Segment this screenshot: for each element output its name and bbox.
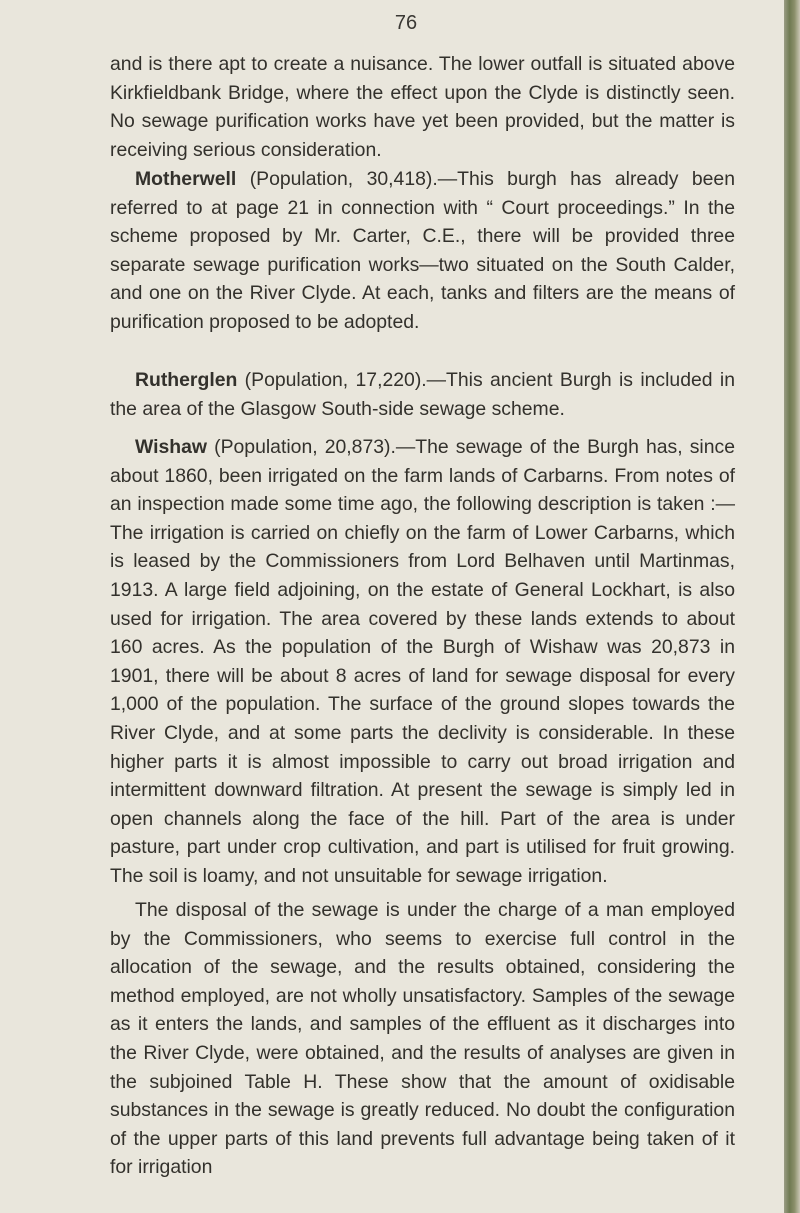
paragraph-kirkfieldbank [110, 50, 735, 164]
paragraph-rutherglen [110, 366, 735, 423]
paragraph-wishaw [110, 433, 735, 891]
paragraph-text: The disposal of the sewage is under the charge of a man employed by the Commissioners, who seems to exercise full control in the allocation of the sewage, and the results obtained, considering the method employed, are not wholly unsatisfactory. Samples of the sewage as it enters the lands, and samples of the effluent as it discharges into the River Clyde, were obtained, and the results of analyses are given in the subjoined Table H. These show that the amount of oxidisable substances in the sewage is greatly reduced. No doubt the configuration of the upper parts of this land prevents full advantage being taken of it for irrigation [110, 899, 735, 1179]
paragraph-text: (Population, 30,418).—This burgh has already been referred to at page 21 in connection with “ Court proceedings.” In the scheme proposed by Mr. Carter, C.E., there will be provided three separate sewage purification works—two situated on the South Calder, and one on the River Clyde. At each, tanks and filters are the means of purification proposed to be adopted. [110, 168, 735, 333]
page-number: 76 [394, 12, 418, 34]
section-heading-motherwell: Motherwell [135, 168, 237, 190]
paragraph-wishaw-disposal [110, 896, 735, 1182]
paragraph-motherwell [110, 165, 735, 337]
section-heading-wishaw: Wishaw [135, 436, 208, 458]
paragraph-text: and is there apt to create a nuisance. The lower outfall is situated above Kirkfieldbank Bridge, where the effect upon the Clyde is distinctly seen. No sewage purification works have yet been provided, but the matter is receiving serious consideration. [110, 53, 735, 161]
section-heading-rutherglen: Rutherglen [135, 369, 238, 391]
paragraph-text: (Population, 20,873).—The sewage of the Burgh has, since about 1860, been irrigated on the farm lands of Carbarns. From notes of an inspection made some time ago, the following description is taken :—The irrigation is carried on chiefly on the farm of Lower Carbarns, which is leased by the Commissioners from Lord Belhaven until Martinmas, 1913. A large field adjoining, on the estate of General Lockhart, is also used for irrigation. The area covered by these lands extends to about 160 acres. As the population of the Burgh of Wishaw was 20,873 in 1901, there will be about 8 acres of land for sewage disposal for every 1,000 of the population. The surface of the ground slopes towards the River Clyde, and at some parts the declivity is considerable. In these higher parts it is almost impossible to carry out broad irrigation and intermittent downward filtration. At present the sewage is simply led in open channels along the face of the hill. Part of the area is under pasture, part under crop cultivation, and part is utilised for fruit growing. The soil is loamy, and not unsuitable for sewage irrigation. [110, 436, 735, 887]
book-edge [784, 0, 800, 1213]
paragraph-text: (Population, 17,220).—This ancient Burgh is included in the area of the Glasgow South-side sewage scheme. [110, 369, 735, 420]
